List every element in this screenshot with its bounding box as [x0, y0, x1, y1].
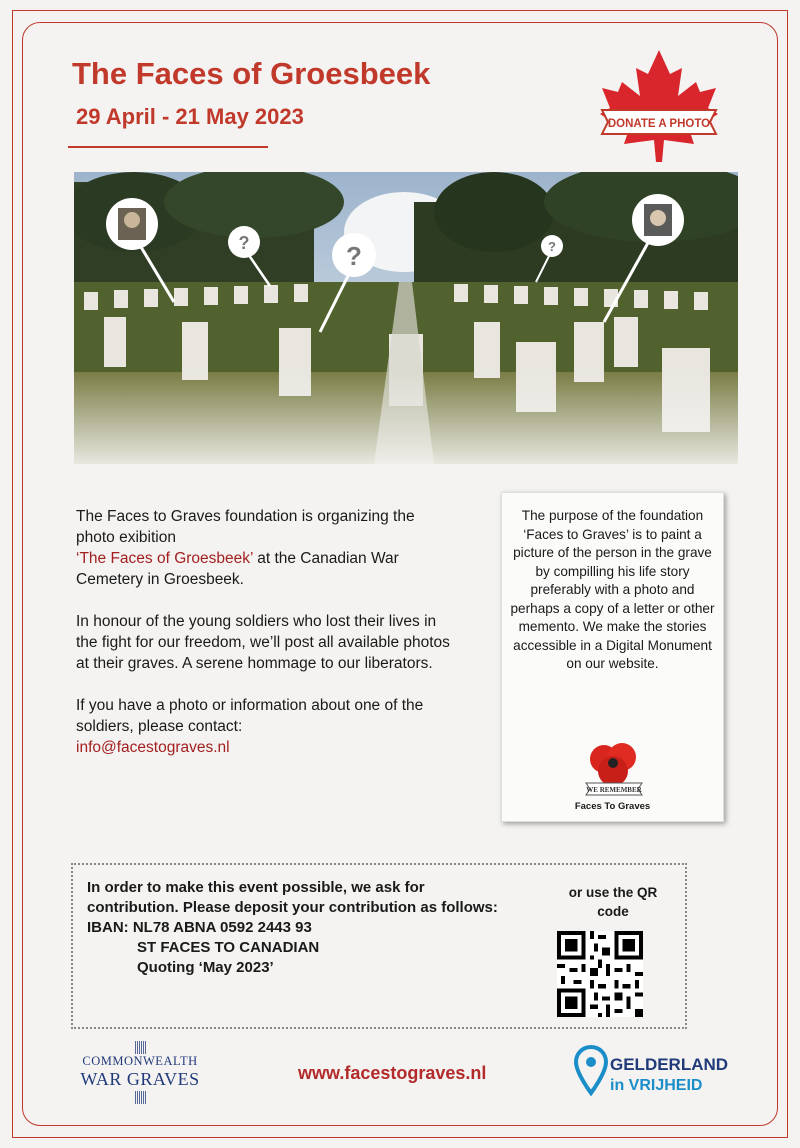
- question-mark: ?: [346, 241, 362, 271]
- maple-leaf-icon: [600, 50, 718, 162]
- question-mark: ?: [238, 233, 250, 253]
- purpose-text: The purpose of the foundation ‘Faces to Graves’ is to paint a picture of the person in the grave by compilling his life story preferably with a photo and perhaps a copy of a letter or other memento. We make the stories accessible in a Digital Monument on our website.: [510, 508, 715, 671]
- qr-code-icon[interactable]: [557, 931, 643, 1017]
- website-link[interactable]: www.facestograves.nl: [298, 1063, 487, 1083]
- contribution-box: [71, 863, 687, 1029]
- intro-text: [76, 506, 456, 779]
- event-dates: 29 April - 21 May 2023: [76, 104, 304, 129]
- contribution-intro: In order to make this event possible, we ask for contribution. Please deposit your contribution as follows:: [87, 879, 498, 916]
- cwgc-bars-bottom: ||||||: [133, 1089, 147, 1105]
- ribbon-text: WE REMEMBER: [586, 786, 642, 794]
- faces-to-graves-logo-caption: Faces To Graves: [574, 801, 651, 812]
- cwgc-line1: COMMONWEALTH: [82, 1054, 198, 1068]
- cemetery-photo: [74, 172, 738, 464]
- iban: IBAN: NL78 ABNA 0592 2443 93: [87, 919, 312, 936]
- qr-label: or use the QR code: [568, 885, 658, 919]
- gelderland-line2: in VRIJHEID: [610, 1077, 703, 1094]
- donate-label: DONATE A PHOTO: [607, 118, 711, 130]
- cwgc-bars-top: ||||||: [133, 1039, 147, 1055]
- contact-email-link[interactable]: info@facestograves.nl: [76, 739, 230, 756]
- gelderland-line1: GELDERLAND: [610, 1055, 729, 1074]
- page-title: The Faces of Groesbeek: [72, 56, 431, 91]
- account-name: ST FACES TO CANADIAN: [137, 939, 320, 956]
- cwgc-logo: [70, 1040, 210, 1104]
- title-underline: [68, 146, 268, 148]
- gelderland-logo: [574, 1045, 744, 1097]
- donate-photo-badge[interactable]: [594, 46, 724, 164]
- paragraph-contact: If you have a photo or information about one of the soldiers, please contact: info@facestograves.nl: [76, 697, 424, 756]
- poppy-icon: [582, 739, 646, 799]
- paragraph-exhibition: The Faces to Graves foundation is organizing the photo exibition ‘The Faces of Groesbeek’ at the Canadian War Cemetery in Groesbeek.: [76, 508, 415, 588]
- cwgc-line2: WAR GRAVES: [80, 1069, 200, 1089]
- paragraph-honour: In honour of the young soldiers who lost their lives in the fight for our freedom, we’ll post all available photos at their graves. A serene hommage to our liberators.: [76, 613, 450, 672]
- contribution-text: [87, 878, 517, 978]
- question-mark: ?: [548, 239, 556, 254]
- payment-reference: Quoting ‘May 2023’: [137, 959, 274, 976]
- foundation-purpose-card: [501, 492, 724, 822]
- location-pin-icon: [574, 1045, 608, 1097]
- exhibition-name: ‘The Faces of Groesbeek’: [76, 550, 253, 567]
